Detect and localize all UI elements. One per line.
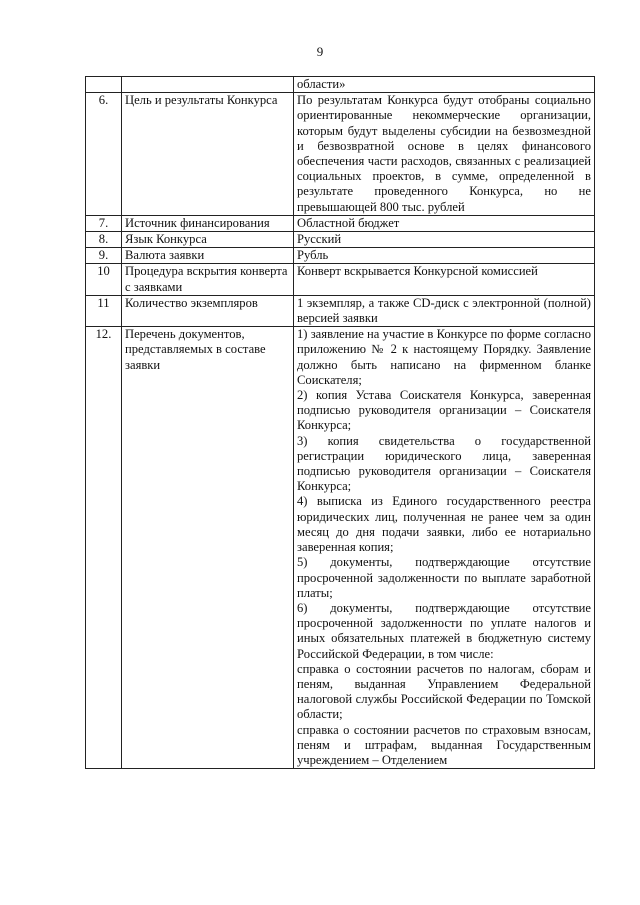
table-row [86,327,595,769]
row-parameter [122,77,294,93]
row-parameter: Процедура вскрытия конверта с заявками [122,264,294,295]
table-row [86,295,595,326]
table-row [86,93,595,216]
page-number: 9 [316,44,324,59]
table-row [86,77,595,93]
row-parameter: Язык Конкурса [122,232,294,248]
value-paragraph: 4) выписка из Единого государственного реестра юридических лиц, полученная не ранее чем за один месяц до дня подачи заявки, либо ее нотариально заверенная копия; [297,494,591,555]
value-paragraph: справка о состоянии расчетов по налогам, сборам и пеням, выданная Управлением Федеральной налоговой службы Российской Федерации по Томской области; [297,661,591,722]
row-parameter: Валюта заявки [122,248,294,264]
row-parameter: Цель и результаты Конкурса [122,93,294,216]
row-value [294,248,595,264]
row-number: 6. [86,93,122,216]
row-value [294,327,595,769]
row-number: 10 [86,264,122,295]
row-value [294,77,595,93]
row-parameter: Перечень документов, представляемых в составе заявки [122,327,294,769]
row-value [294,93,595,216]
value-paragraph: 6) документы, подтверждающие отсутствие просроченной задолженности по уплате налогов и иных обязательных платежей в бюджетную систему Российской Федерации, в том числе: [297,600,591,661]
document-table [85,76,595,769]
row-value [294,295,595,326]
row-parameter: Источник финансирования [122,215,294,231]
value-paragraph: 1 экземпляр, а также CD-диск с электронной (полной) версией заявки [297,295,591,326]
value-paragraph: Русский [297,232,342,247]
row-parameter: Количество экземпляров [122,295,294,326]
value-paragraph: 5) документы, подтверждающие отсутствие просроченной задолженности по выплате заработной платы; [297,555,591,600]
value-paragraph: По результатам Конкурса будут отобраны социально ориентированные некоммерческие организации, которым будут выделены субсидии на безвозмездной и безвозвратной основе в целях финансового обеспечения части расходов, связанных с реализацией социальных проектов, в сумме, определенной в результате проведенного Конкурса, но не превышающей 800 тыс. рублей [297,93,591,214]
row-number: 9. [86,248,122,264]
value-paragraph: Конверт вскрывается Конкурсной комиссией [297,264,538,279]
row-number [86,77,122,93]
value-paragraph: 1) заявление на участие в Конкурсе по форме согласно приложению № 2 к настоящему Порядку. Заявление должно быть написано на фирменном бланке Соискателя; [297,327,591,387]
table-row [86,232,595,248]
row-number: 7. [86,215,122,231]
value-paragraph: области» [297,77,346,91]
row-number: 8. [86,232,122,248]
value-paragraph: 3) копия свидетельства о государственной регистрации юридического лица, заверенная подписью руководителя организации – Соискателя Конкурса; [297,433,591,494]
table-row [86,215,595,231]
value-paragraph: справка о состоянии расчетов по страховым взносам, пеням и штрафам, выданная Государственным учреждением – Отделением [297,722,591,767]
row-value [294,232,595,248]
row-number: 12. [86,327,122,769]
row-value [294,215,595,231]
value-paragraph: Рубль [297,248,329,263]
table-row [86,248,595,264]
row-number: 11 [86,295,122,326]
value-paragraph: 2) копия Устава Соискателя Конкурса, заверенная подписью руководителя организации – Соискателя Конкурса; [297,388,591,433]
value-paragraph: Областной бюджет [297,215,400,230]
table-row [86,264,595,295]
row-value [294,264,595,295]
